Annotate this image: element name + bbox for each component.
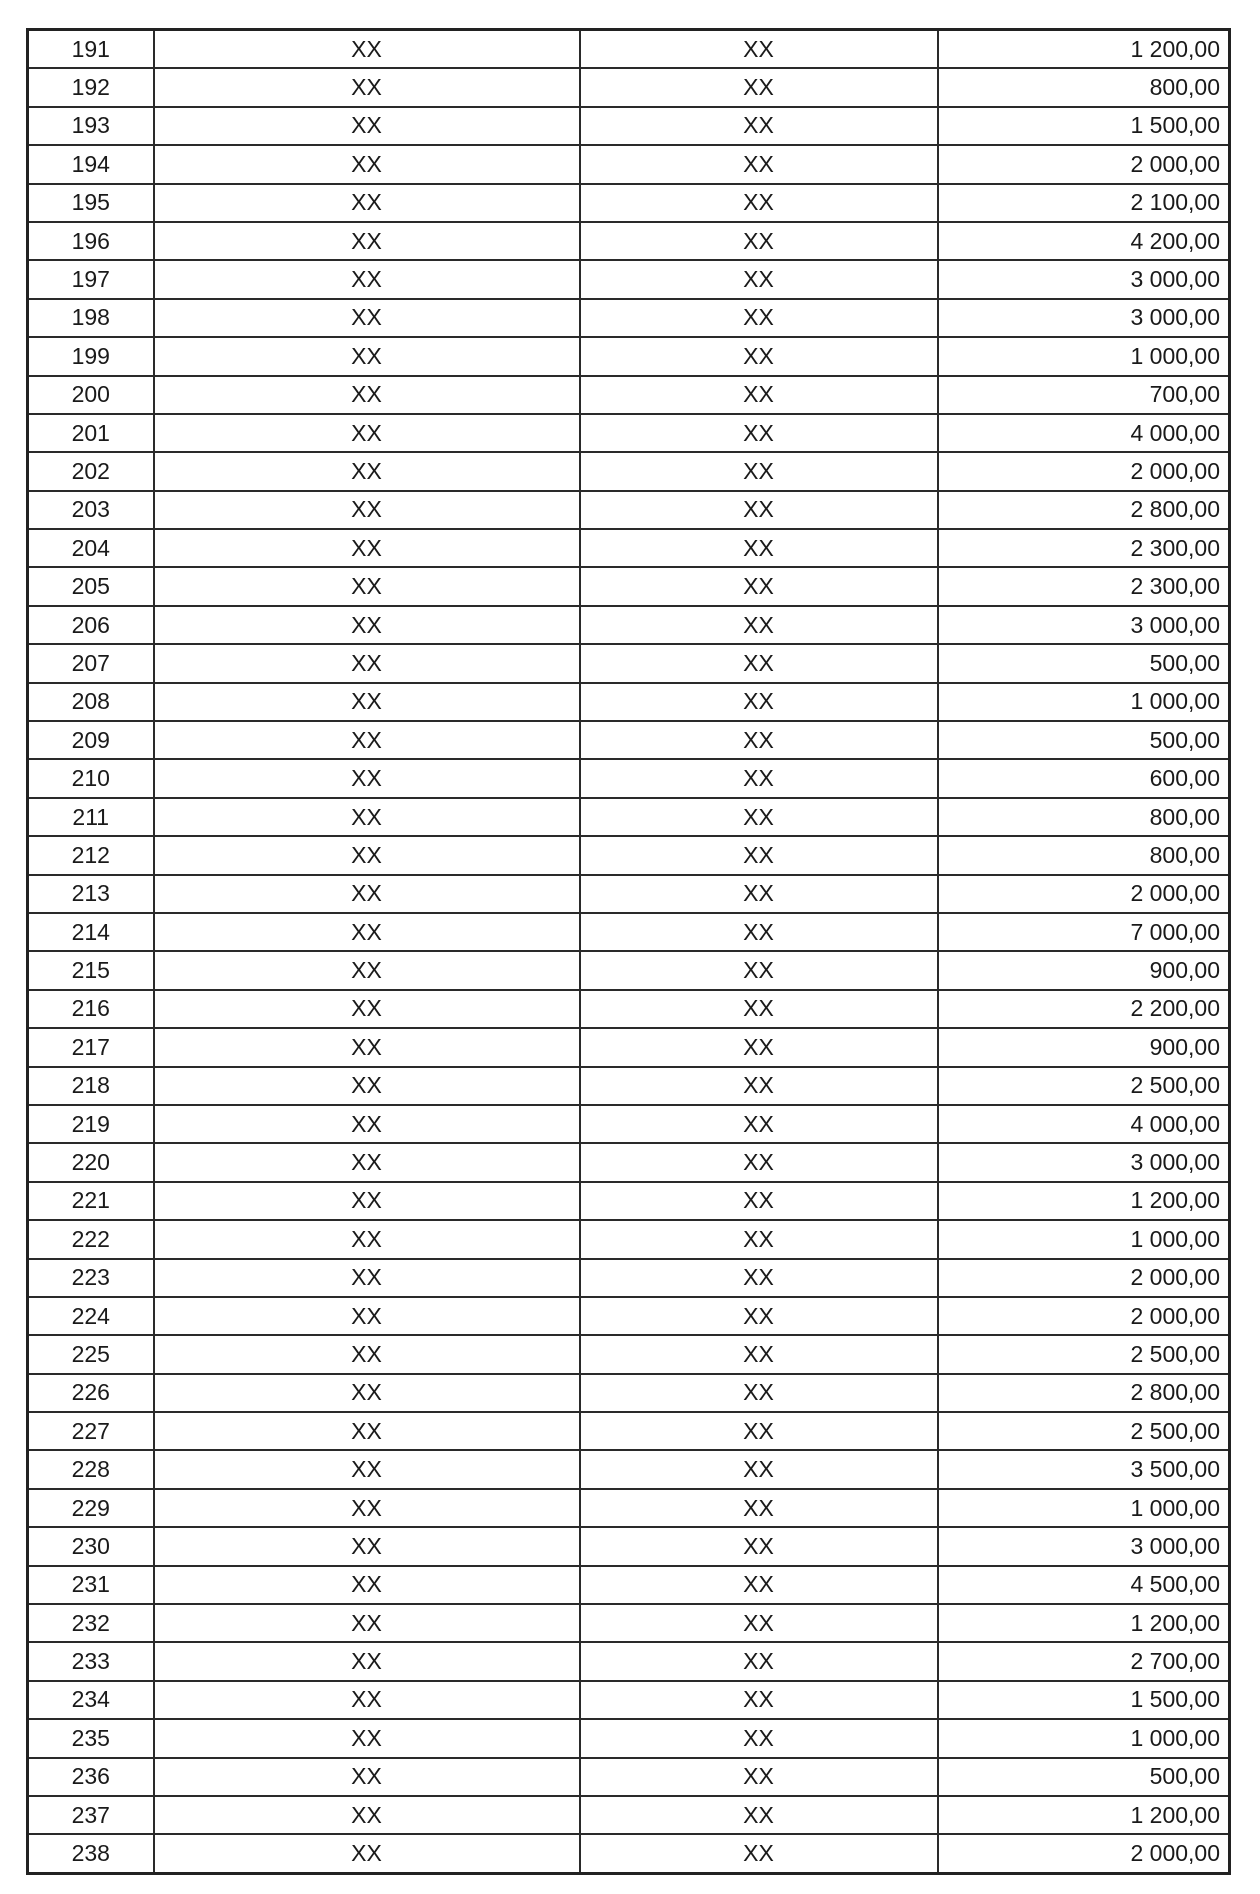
table-row	[28, 107, 1230, 145]
table-row	[28, 1834, 1230, 1873]
amount-cell: 900,00	[938, 1028, 1230, 1066]
table-row	[28, 1259, 1230, 1297]
table-row	[28, 1758, 1230, 1796]
row-number-cell: 204	[28, 529, 154, 567]
column-a-cell: XX	[154, 875, 580, 913]
column-b-cell: XX	[580, 1796, 938, 1834]
row-number-cell: 211	[28, 798, 154, 836]
table-row	[28, 1067, 1230, 1105]
row-number-cell: 210	[28, 759, 154, 797]
row-number-cell: 235	[28, 1719, 154, 1757]
row-number-cell: 236	[28, 1758, 154, 1796]
column-a-cell: XX	[154, 836, 580, 874]
column-a-cell: XX	[154, 1105, 580, 1143]
column-b-cell: XX	[580, 1566, 938, 1604]
row-number-cell: 222	[28, 1220, 154, 1258]
row-number-cell: 194	[28, 145, 154, 183]
column-a-cell: XX	[154, 452, 580, 490]
row-number-cell: 203	[28, 491, 154, 529]
column-b-cell: XX	[580, 1412, 938, 1450]
table-row	[28, 1527, 1230, 1565]
table-row	[28, 836, 1230, 874]
table-row	[28, 1374, 1230, 1412]
amount-cell: 700,00	[938, 376, 1230, 414]
column-b-cell: XX	[580, 452, 938, 490]
column-b-cell: XX	[580, 875, 938, 913]
row-number-cell: 196	[28, 222, 154, 260]
amount-cell: 2 500,00	[938, 1335, 1230, 1373]
column-a-cell: XX	[154, 721, 580, 759]
column-a-cell: XX	[154, 68, 580, 106]
row-number-cell: 193	[28, 107, 154, 145]
row-number-cell: 207	[28, 644, 154, 682]
column-b-cell: XX	[580, 222, 938, 260]
column-a-cell: XX	[154, 1374, 580, 1412]
row-number-cell: 199	[28, 337, 154, 375]
column-a-cell: XX	[154, 222, 580, 260]
table-row	[28, 337, 1230, 375]
row-number-cell: 223	[28, 1259, 154, 1297]
column-a-cell: XX	[154, 759, 580, 797]
amount-cell: 500,00	[938, 644, 1230, 682]
column-b-cell: XX	[580, 491, 938, 529]
table-row	[28, 1105, 1230, 1143]
row-number-cell: 224	[28, 1297, 154, 1335]
column-b-cell: XX	[580, 30, 938, 69]
amount-cell: 7 000,00	[938, 913, 1230, 951]
table-row	[28, 1719, 1230, 1757]
amount-cell: 1 000,00	[938, 1220, 1230, 1258]
amount-cell: 3 000,00	[938, 1527, 1230, 1565]
column-b-cell: XX	[580, 337, 938, 375]
row-number-cell: 218	[28, 1067, 154, 1105]
row-number-cell: 202	[28, 452, 154, 490]
row-number-cell: 221	[28, 1182, 154, 1220]
column-b-cell: XX	[580, 145, 938, 183]
table-row	[28, 1642, 1230, 1680]
amount-cell: 3 000,00	[938, 299, 1230, 337]
amount-cell: 2 000,00	[938, 452, 1230, 490]
amount-cell: 800,00	[938, 68, 1230, 106]
column-b-cell: XX	[580, 1182, 938, 1220]
amount-cell: 2 000,00	[938, 875, 1230, 913]
column-b-cell: XX	[580, 1834, 938, 1873]
column-b-cell: XX	[580, 1489, 938, 1527]
row-number-cell: 220	[28, 1143, 154, 1181]
amount-cell: 2 700,00	[938, 1642, 1230, 1680]
column-a-cell: XX	[154, 491, 580, 529]
table-row	[28, 260, 1230, 298]
amount-cell: 3 000,00	[938, 1143, 1230, 1181]
column-a-cell: XX	[154, 30, 580, 69]
column-b-cell: XX	[580, 529, 938, 567]
column-a-cell: XX	[154, 1642, 580, 1680]
column-b-cell: XX	[580, 1527, 938, 1565]
amount-cell: 1 500,00	[938, 107, 1230, 145]
column-b-cell: XX	[580, 913, 938, 951]
row-number-cell: 227	[28, 1412, 154, 1450]
column-b-cell: XX	[580, 1297, 938, 1335]
table-row	[28, 1681, 1230, 1719]
column-b-cell: XX	[580, 1220, 938, 1258]
row-number-cell: 200	[28, 376, 154, 414]
table-row	[28, 222, 1230, 260]
table-row	[28, 721, 1230, 759]
column-b-cell: XX	[580, 1681, 938, 1719]
row-number-cell: 225	[28, 1335, 154, 1373]
amount-cell: 2 300,00	[938, 567, 1230, 605]
amount-cell: 2 800,00	[938, 491, 1230, 529]
row-number-cell: 219	[28, 1105, 154, 1143]
column-b-cell: XX	[580, 107, 938, 145]
amount-cell: 4 000,00	[938, 414, 1230, 452]
amount-cell: 1 200,00	[938, 30, 1230, 69]
column-b-cell: XX	[580, 376, 938, 414]
column-a-cell: XX	[154, 529, 580, 567]
amount-cell: 2 000,00	[938, 1297, 1230, 1335]
table-row	[28, 1604, 1230, 1642]
table-row	[28, 68, 1230, 106]
row-number-cell: 233	[28, 1642, 154, 1680]
amount-cell: 1 000,00	[938, 1489, 1230, 1527]
column-a-cell: XX	[154, 606, 580, 644]
table-row	[28, 529, 1230, 567]
column-a-cell: XX	[154, 1719, 580, 1757]
column-a-cell: XX	[154, 376, 580, 414]
column-a-cell: XX	[154, 1412, 580, 1450]
column-a-cell: XX	[154, 1796, 580, 1834]
amount-cell: 1 000,00	[938, 683, 1230, 721]
row-number-cell: 238	[28, 1834, 154, 1873]
table-row	[28, 951, 1230, 989]
amount-cell: 1 200,00	[938, 1796, 1230, 1834]
table-row	[28, 798, 1230, 836]
column-b-cell: XX	[580, 260, 938, 298]
column-a-cell: XX	[154, 337, 580, 375]
amount-cell: 800,00	[938, 798, 1230, 836]
column-b-cell: XX	[580, 836, 938, 874]
table-row	[28, 145, 1230, 183]
column-b-cell: XX	[580, 1143, 938, 1181]
row-number-cell: 206	[28, 606, 154, 644]
column-b-cell: XX	[580, 1450, 938, 1488]
table-row	[28, 1182, 1230, 1220]
column-a-cell: XX	[154, 1297, 580, 1335]
table-body	[28, 30, 1230, 1874]
row-number-cell: 237	[28, 1796, 154, 1834]
column-a-cell: XX	[154, 260, 580, 298]
row-number-cell: 214	[28, 913, 154, 951]
column-b-cell: XX	[580, 683, 938, 721]
payment-table	[26, 28, 1231, 1875]
table-row	[28, 491, 1230, 529]
table-row	[28, 875, 1230, 913]
column-a-cell: XX	[154, 1834, 580, 1873]
amount-cell: 2 100,00	[938, 184, 1230, 222]
column-a-cell: XX	[154, 184, 580, 222]
amount-cell: 2 000,00	[938, 1834, 1230, 1873]
column-b-cell: XX	[580, 1719, 938, 1757]
amount-cell: 2 800,00	[938, 1374, 1230, 1412]
table-row	[28, 644, 1230, 682]
column-b-cell: XX	[580, 1758, 938, 1796]
column-a-cell: XX	[154, 951, 580, 989]
row-number-cell: 192	[28, 68, 154, 106]
column-a-cell: XX	[154, 1681, 580, 1719]
table-row	[28, 1297, 1230, 1335]
row-number-cell: 213	[28, 875, 154, 913]
column-b-cell: XX	[580, 567, 938, 605]
table-row	[28, 1450, 1230, 1488]
amount-cell: 3 500,00	[938, 1450, 1230, 1488]
column-a-cell: XX	[154, 1527, 580, 1565]
amount-cell: 4 000,00	[938, 1105, 1230, 1143]
amount-cell: 900,00	[938, 951, 1230, 989]
column-a-cell: XX	[154, 913, 580, 951]
column-a-cell: XX	[154, 299, 580, 337]
amount-cell: 4 500,00	[938, 1566, 1230, 1604]
column-b-cell: XX	[580, 1259, 938, 1297]
column-a-cell: XX	[154, 1604, 580, 1642]
table-row	[28, 990, 1230, 1028]
amount-cell: 1 000,00	[938, 1719, 1230, 1757]
amount-cell: 3 000,00	[938, 606, 1230, 644]
row-number-cell: 228	[28, 1450, 154, 1488]
table-row	[28, 184, 1230, 222]
column-a-cell: XX	[154, 1489, 580, 1527]
amount-cell: 500,00	[938, 1758, 1230, 1796]
row-number-cell: 232	[28, 1604, 154, 1642]
row-number-cell: 231	[28, 1566, 154, 1604]
column-b-cell: XX	[580, 1028, 938, 1066]
table-row	[28, 299, 1230, 337]
column-b-cell: XX	[580, 1374, 938, 1412]
row-number-cell: 205	[28, 567, 154, 605]
table-row	[28, 1796, 1230, 1834]
table-row	[28, 1028, 1230, 1066]
table-row	[28, 759, 1230, 797]
column-a-cell: XX	[154, 1566, 580, 1604]
row-number-cell: 217	[28, 1028, 154, 1066]
amount-cell: 2 500,00	[938, 1412, 1230, 1450]
row-number-cell: 215	[28, 951, 154, 989]
column-a-cell: XX	[154, 414, 580, 452]
column-b-cell: XX	[580, 1105, 938, 1143]
column-b-cell: XX	[580, 299, 938, 337]
column-b-cell: XX	[580, 644, 938, 682]
column-a-cell: XX	[154, 1259, 580, 1297]
row-number-cell: 197	[28, 260, 154, 298]
row-number-cell: 212	[28, 836, 154, 874]
table-row	[28, 452, 1230, 490]
amount-cell: 2 200,00	[938, 990, 1230, 1028]
amount-cell: 1 000,00	[938, 337, 1230, 375]
table-row	[28, 683, 1230, 721]
amount-cell: 2 500,00	[938, 1067, 1230, 1105]
table-row	[28, 414, 1230, 452]
amount-cell: 1 200,00	[938, 1182, 1230, 1220]
column-a-cell: XX	[154, 1182, 580, 1220]
amount-cell: 3 000,00	[938, 260, 1230, 298]
column-a-cell: XX	[154, 1335, 580, 1373]
table-row	[28, 606, 1230, 644]
amount-cell: 2 000,00	[938, 1259, 1230, 1297]
row-number-cell: 226	[28, 1374, 154, 1412]
amount-cell: 500,00	[938, 721, 1230, 759]
row-number-cell: 195	[28, 184, 154, 222]
table-row	[28, 1489, 1230, 1527]
column-b-cell: XX	[580, 1642, 938, 1680]
row-number-cell: 209	[28, 721, 154, 759]
column-b-cell: XX	[580, 798, 938, 836]
row-number-cell: 230	[28, 1527, 154, 1565]
amount-cell: 2 000,00	[938, 145, 1230, 183]
column-a-cell: XX	[154, 145, 580, 183]
table-row	[28, 1143, 1230, 1181]
row-number-cell: 216	[28, 990, 154, 1028]
column-b-cell: XX	[580, 606, 938, 644]
column-b-cell: XX	[580, 414, 938, 452]
column-b-cell: XX	[580, 184, 938, 222]
amount-cell: 1 200,00	[938, 1604, 1230, 1642]
column-a-cell: XX	[154, 683, 580, 721]
column-a-cell: XX	[154, 990, 580, 1028]
table-row	[28, 913, 1230, 951]
row-number-cell: 229	[28, 1489, 154, 1527]
column-b-cell: XX	[580, 721, 938, 759]
column-a-cell: XX	[154, 1067, 580, 1105]
column-b-cell: XX	[580, 68, 938, 106]
row-number-cell: 201	[28, 414, 154, 452]
table-row	[28, 1335, 1230, 1373]
column-a-cell: XX	[154, 1143, 580, 1181]
table-row	[28, 1412, 1230, 1450]
column-b-cell: XX	[580, 1335, 938, 1373]
amount-cell: 600,00	[938, 759, 1230, 797]
column-a-cell: XX	[154, 1758, 580, 1796]
amount-cell: 800,00	[938, 836, 1230, 874]
row-number-cell: 191	[28, 30, 154, 69]
column-a-cell: XX	[154, 798, 580, 836]
column-b-cell: XX	[580, 951, 938, 989]
amount-cell: 1 500,00	[938, 1681, 1230, 1719]
amount-cell: 4 200,00	[938, 222, 1230, 260]
column-a-cell: XX	[154, 644, 580, 682]
table-row	[28, 1220, 1230, 1258]
table-row	[28, 30, 1230, 69]
column-a-cell: XX	[154, 1450, 580, 1488]
column-a-cell: XX	[154, 1220, 580, 1258]
row-number-cell: 208	[28, 683, 154, 721]
table-row	[28, 376, 1230, 414]
table-row	[28, 567, 1230, 605]
column-b-cell: XX	[580, 759, 938, 797]
table-row	[28, 1566, 1230, 1604]
row-number-cell: 198	[28, 299, 154, 337]
column-a-cell: XX	[154, 567, 580, 605]
column-a-cell: XX	[154, 1028, 580, 1066]
amount-cell: 2 300,00	[938, 529, 1230, 567]
column-b-cell: XX	[580, 1604, 938, 1642]
column-a-cell: XX	[154, 107, 580, 145]
row-number-cell: 234	[28, 1681, 154, 1719]
column-b-cell: XX	[580, 1067, 938, 1105]
column-b-cell: XX	[580, 990, 938, 1028]
